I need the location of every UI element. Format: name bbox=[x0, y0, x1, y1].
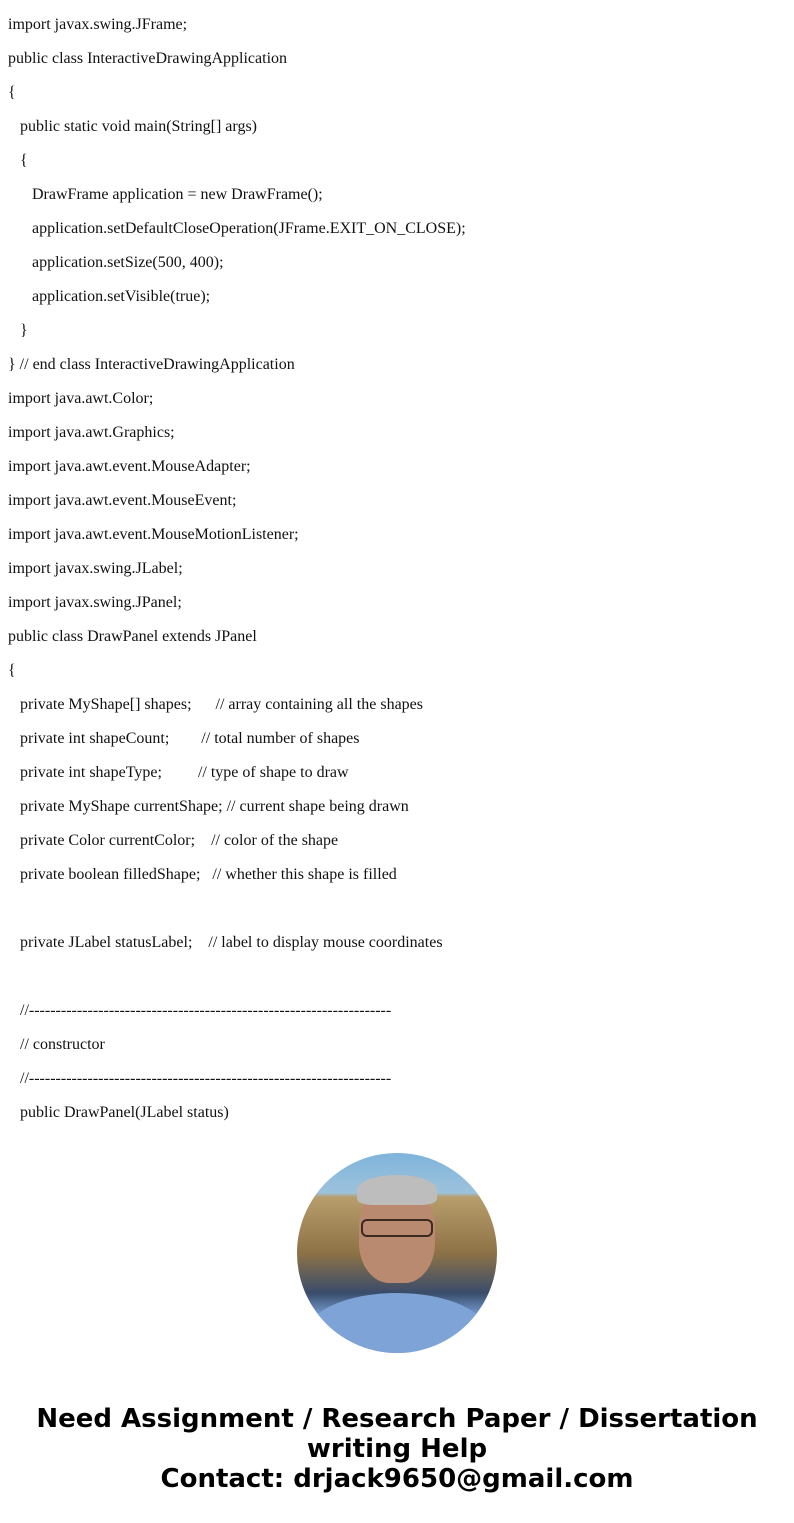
code-line: import javax.swing.JFrame; bbox=[8, 16, 188, 33]
footer-line-2: writing Help bbox=[306, 1434, 488, 1464]
code-line: private int shapeType; // type of shape to draw bbox=[20, 764, 349, 781]
code-line: import java.awt.event.MouseEvent; bbox=[8, 492, 237, 509]
code-line: private MyShape[] shapes; // array containing all the shapes bbox=[20, 696, 423, 713]
code-line: import javax.swing.JPanel; bbox=[8, 594, 182, 611]
code-line: private boolean filledShape; // whether this shape is filled bbox=[20, 866, 397, 883]
avatar-glasses bbox=[361, 1219, 433, 1237]
code-line: } // end class InteractiveDrawingApplication bbox=[8, 356, 295, 373]
code-line: public class InteractiveDrawingApplication bbox=[8, 50, 288, 67]
code-line: import java.awt.event.MouseMotionListener; bbox=[8, 526, 299, 543]
code-line: application.setSize(500, 400); bbox=[32, 254, 224, 271]
code-line: import java.awt.Graphics; bbox=[8, 424, 175, 441]
code-line: application.setVisible(true); bbox=[32, 288, 211, 305]
footer-line-1: Need Assignment / Research Paper / Dissertation bbox=[36, 1404, 758, 1434]
code-line: import java.awt.Color; bbox=[8, 390, 154, 407]
code-line: public static void main(String[] args) bbox=[20, 118, 257, 135]
code-line: private Color currentColor; // color of the shape bbox=[20, 832, 339, 849]
avatar-shirt bbox=[307, 1293, 487, 1353]
code-line: private MyShape currentShape; // current shape being drawn bbox=[20, 798, 409, 815]
code-line: application.setDefaultCloseOperation(JFrame.EXIT_ON_CLOSE); bbox=[32, 220, 466, 237]
code-line: { bbox=[20, 152, 28, 169]
footer-contact: Contact: drjack9650@gmail.com bbox=[160, 1464, 634, 1494]
code-line: private int shapeCount; // total number of shapes bbox=[20, 730, 360, 747]
code-line: //-------------------------------------------------------------------- bbox=[20, 1070, 392, 1087]
code-line: public class DrawPanel extends JPanel bbox=[8, 628, 257, 645]
code-line: } bbox=[20, 322, 28, 339]
code-line: private JLabel statusLabel; // label to display mouse coordinates bbox=[20, 934, 443, 951]
code-line: //-------------------------------------------------------------------- bbox=[20, 1002, 392, 1019]
code-line: import javax.swing.JLabel; bbox=[8, 560, 183, 577]
code-line: DrawFrame application = new DrawFrame(); bbox=[32, 186, 323, 203]
code-line: // constructor bbox=[20, 1036, 105, 1053]
code-line: public DrawPanel(JLabel status) bbox=[20, 1104, 229, 1121]
code-line: import java.awt.event.MouseAdapter; bbox=[8, 458, 251, 475]
code-line: { bbox=[8, 662, 16, 679]
author-avatar bbox=[297, 1153, 497, 1353]
code-line: { bbox=[8, 84, 16, 101]
avatar-hair bbox=[357, 1175, 437, 1205]
